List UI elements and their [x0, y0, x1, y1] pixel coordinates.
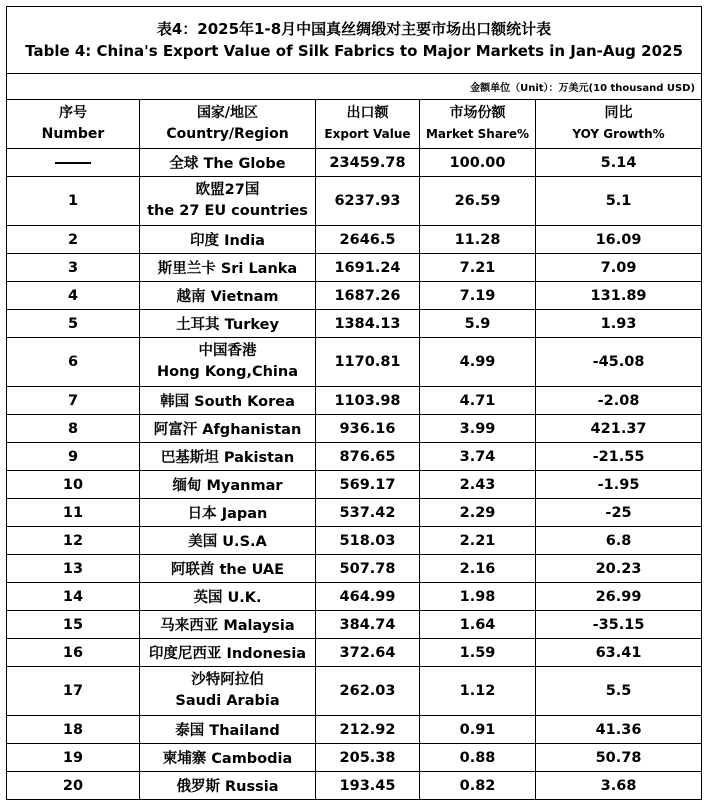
row-market-share: 3.99: [420, 415, 536, 443]
row-yoy-growth: -2.08: [536, 387, 702, 415]
table-row: [7, 772, 702, 800]
row-country: [140, 716, 316, 744]
row-number: 15: [7, 611, 140, 639]
row-export-value: 2646.5: [316, 226, 420, 254]
row-number: 11: [7, 499, 140, 527]
row-number: 6: [7, 338, 140, 387]
row-country: [140, 471, 316, 499]
unit-label: 金额单位（Unit）：万美元(10 thousand USD): [7, 74, 702, 100]
row-market-share: 2.43: [420, 471, 536, 499]
unit-row: [7, 74, 702, 100]
row-country-cn: 俄罗斯 Russia: [176, 779, 279, 795]
row-export-value: 507.78: [316, 555, 420, 583]
header-country-en: Country/Region: [166, 126, 289, 142]
row-market-share: 26.59: [420, 177, 536, 226]
row-market-share: 1.64: [420, 611, 536, 639]
row-export-value: 1170.81: [316, 338, 420, 387]
row-country-cn: 马来西亚 Malaysia: [160, 618, 295, 634]
row-market-share: 1.12: [420, 667, 536, 716]
row-country: [140, 583, 316, 611]
header-export-en: Export Value: [324, 127, 411, 141]
table-title-en: Table 4: China's Export Value of Silk Fabrics to Major Markets in Jan-Aug 2025: [25, 42, 683, 60]
row-export-value: 6237.93: [316, 177, 420, 226]
row-export-value: 876.65: [316, 443, 420, 471]
row-export-value: 518.03: [316, 527, 420, 555]
header-country: [140, 100, 316, 149]
row-market-share: 3.74: [420, 443, 536, 471]
row-yoy-growth: 5.14: [536, 149, 702, 177]
row-country-cn: 印度 India: [190, 233, 265, 249]
table-row: [7, 667, 702, 716]
row-country: [140, 415, 316, 443]
row-market-share: 11.28: [420, 226, 536, 254]
row-export-value: 1103.98: [316, 387, 420, 415]
row-country: [140, 149, 316, 177]
row-number: 18: [7, 716, 140, 744]
row-country-en: Hong Kong,China: [156, 364, 299, 380]
row-number: 3: [7, 254, 140, 282]
row-country: [140, 443, 316, 471]
row-market-share: 4.71: [420, 387, 536, 415]
row-number: 14: [7, 583, 140, 611]
row-market-share: 2.16: [420, 555, 536, 583]
row-market-share: 0.82: [420, 772, 536, 800]
row-country-cn: 泰国 Thailand: [175, 723, 280, 739]
row-country: [140, 639, 316, 667]
row-number: 4: [7, 282, 140, 310]
table-row: [7, 282, 702, 310]
row-export-value: 537.42: [316, 499, 420, 527]
row-market-share: 4.99: [420, 338, 536, 387]
row-number: 20: [7, 772, 140, 800]
table-row: [7, 744, 702, 772]
row-country-cn: 缅甸 Myanmar: [172, 478, 283, 494]
row-country-cn: 英国 U.K.: [193, 590, 262, 606]
table-row: [7, 177, 702, 226]
row-country-cn: 柬埔寨 Cambodia: [162, 751, 293, 767]
row-yoy-growth: 16.09: [536, 226, 702, 254]
header-yoy-cn: 同比: [604, 105, 633, 121]
row-number: 10: [7, 471, 140, 499]
export-table: [6, 6, 702, 800]
row-yoy-growth: -35.15: [536, 611, 702, 639]
row-country: [140, 499, 316, 527]
header-country-cn: 国家/地区: [196, 105, 259, 121]
header-share-cn: 市场份额: [449, 105, 506, 121]
row-country-cn: 中国香港: [198, 343, 257, 359]
row-country-cn: 日本 Japan: [187, 506, 268, 522]
row-country-cn: 土耳其 Turkey: [176, 317, 279, 333]
table-row: [7, 387, 702, 415]
row-yoy-growth: 41.36: [536, 716, 702, 744]
row-country: [140, 310, 316, 338]
row-market-share: 100.00: [420, 149, 536, 177]
header-number-cn: 序号: [59, 105, 87, 121]
header-export: [316, 100, 420, 149]
table-row: [7, 499, 702, 527]
row-country: [140, 338, 316, 387]
row-market-share: 2.21: [420, 527, 536, 555]
row-country-cn: 印度尼西亚 Indonesia: [148, 646, 307, 662]
row-country-cn: 巴基斯坦 Pakistan: [160, 450, 295, 466]
row-number: 12: [7, 527, 140, 555]
table-title: [7, 7, 702, 74]
row-market-share: 1.59: [420, 639, 536, 667]
row-yoy-growth: 421.37: [536, 415, 702, 443]
table-row: [7, 527, 702, 555]
row-yoy-growth: 5.5: [536, 667, 702, 716]
row-market-share: 0.88: [420, 744, 536, 772]
row-market-share: 7.19: [420, 282, 536, 310]
row-country: [140, 555, 316, 583]
row-country: [140, 387, 316, 415]
table-row: [7, 611, 702, 639]
row-export-value: 936.16: [316, 415, 420, 443]
row-country: [140, 254, 316, 282]
row-yoy-growth: 3.68: [536, 772, 702, 800]
row-yoy-growth: -1.95: [536, 471, 702, 499]
header-export-cn: 出口额: [346, 105, 389, 121]
row-export-value: 1691.24: [316, 254, 420, 282]
row-export-value: 23459.78: [316, 149, 420, 177]
row-country-cn: 沙特阿拉伯: [191, 672, 264, 688]
row-number: 16: [7, 639, 140, 667]
row-country: [140, 667, 316, 716]
row-country-cn: 斯里兰卡 Sri Lanka: [157, 261, 298, 277]
row-export-value: 569.17: [316, 471, 420, 499]
table-row: [7, 149, 702, 177]
row-yoy-growth: 63.41: [536, 639, 702, 667]
header-number: [7, 100, 140, 149]
row-number: 19: [7, 744, 140, 772]
row-country-cn: 全球 The Globe: [169, 156, 286, 172]
table-container: [6, 6, 701, 800]
row-number: 5: [7, 310, 140, 338]
table-row: [7, 555, 702, 583]
row-country: [140, 611, 316, 639]
table-row: [7, 226, 702, 254]
title-row: [7, 7, 702, 74]
table-row: [7, 583, 702, 611]
row-yoy-growth: 7.09: [536, 254, 702, 282]
row-country: [140, 226, 316, 254]
row-export-value: 1687.26: [316, 282, 420, 310]
table-row: [7, 254, 702, 282]
table-row: [7, 310, 702, 338]
row-country: [140, 527, 316, 555]
row-export-value: 384.74: [316, 611, 420, 639]
table-row: [7, 443, 702, 471]
row-country-cn: 阿富汗 Afghanistan: [153, 422, 302, 438]
row-yoy-growth: 5.1: [536, 177, 702, 226]
row-yoy-growth: -25: [536, 499, 702, 527]
row-yoy-growth: 50.78: [536, 744, 702, 772]
row-number: 13: [7, 555, 140, 583]
row-country-cn: 韩国 South Korea: [160, 394, 295, 410]
header-share-en: Market Share%: [425, 127, 530, 141]
row-country: [140, 772, 316, 800]
header-number-en: Number: [41, 126, 105, 142]
table-row: [7, 415, 702, 443]
row-number: 7: [7, 387, 140, 415]
row-market-share: 7.21: [420, 254, 536, 282]
row-yoy-growth: 1.93: [536, 310, 702, 338]
row-country: [140, 282, 316, 310]
row-export-value: 193.45: [316, 772, 420, 800]
table-row: [7, 639, 702, 667]
table-title-cn: 表4：2025年1-8月中国真丝绸缎对主要市场出口额统计表: [156, 20, 552, 38]
row-country-cn: 欧盟27国: [195, 182, 260, 198]
row-export-value: 1384.13: [316, 310, 420, 338]
row-market-share: 0.91: [420, 716, 536, 744]
row-number: 8: [7, 415, 140, 443]
row-country-cn: 越南 Vietnam: [176, 289, 279, 305]
row-market-share: 5.9: [420, 310, 536, 338]
row-export-value: 262.03: [316, 667, 420, 716]
row-yoy-growth: 6.8: [536, 527, 702, 555]
table-row: [7, 471, 702, 499]
header-yoy-en: YOY Growth%: [572, 127, 665, 141]
row-yoy-growth: -45.08: [536, 338, 702, 387]
row-market-share: 2.29: [420, 499, 536, 527]
row-country: [140, 177, 316, 226]
row-country-en: the 27 EU countries: [147, 203, 308, 219]
row-country-cn: 美国 U.S.A: [188, 534, 267, 550]
header-share: [420, 100, 536, 149]
row-number: 2: [7, 226, 140, 254]
table-row: [7, 716, 702, 744]
row-number: 1: [7, 177, 140, 226]
row-export-value: 212.92: [316, 716, 420, 744]
row-yoy-growth: 20.23: [536, 555, 702, 583]
row-yoy-growth: -21.55: [536, 443, 702, 471]
row-number: [7, 149, 140, 177]
row-yoy-growth: 26.99: [536, 583, 702, 611]
dash-mark: [55, 162, 91, 164]
row-country-en: Saudi Arabia: [175, 693, 280, 709]
row-market-share: 1.98: [420, 583, 536, 611]
header-row: [7, 100, 702, 149]
row-number: 17: [7, 667, 140, 716]
row-country: [140, 744, 316, 772]
row-country-cn: 阿联酋 the UAE: [170, 562, 285, 578]
header-yoy: [536, 100, 702, 149]
row-export-value: 464.99: [316, 583, 420, 611]
row-export-value: 372.64: [316, 639, 420, 667]
row-number: 9: [7, 443, 140, 471]
table-row: [7, 338, 702, 387]
row-yoy-growth: 131.89: [536, 282, 702, 310]
row-export-value: 205.38: [316, 744, 420, 772]
